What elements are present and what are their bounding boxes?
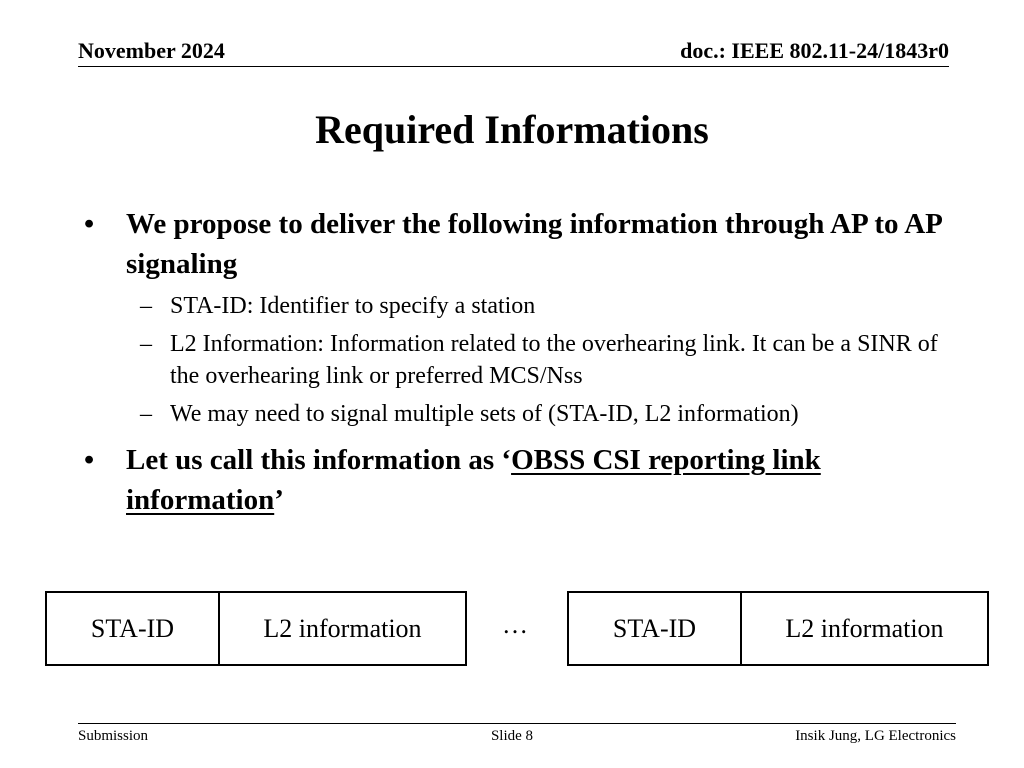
sub-bullet-text: L2 Information: Information related to the overhearing link. It can be a SINR of the overhearing link or preferred MCS/Nss <box>170 331 938 389</box>
bullet-2-prefix: Let us call this information as ‘ <box>126 444 512 476</box>
footer-submission: Submission <box>78 728 149 744</box>
header-date: November 2024 <box>78 38 225 63</box>
sub-bullet-sta-id <box>84 290 964 322</box>
dash-icon: – <box>140 293 152 319</box>
field-group-2 <box>567 591 989 666</box>
bullet-2-suffix: ’ <box>274 484 284 516</box>
l2-information-field: L2 information <box>218 591 467 666</box>
bullet-1 <box>84 204 964 284</box>
bullet-2 <box>84 440 964 520</box>
bullet-list <box>84 204 964 520</box>
dash-icon: – <box>140 401 152 427</box>
sub-bullet-text: STA-ID: Identifier to specify a station <box>170 293 536 319</box>
highlight-term-line2: information <box>126 484 275 516</box>
header-doc-id: doc.: IEEE 802.11-24/1843r0 <box>680 38 949 63</box>
slide-title: Required Informations <box>315 107 709 152</box>
field-group-1 <box>45 591 467 666</box>
highlight-term-line1: OBSS CSI reporting link <box>511 444 821 476</box>
sub-bullet-l2-information <box>84 328 964 392</box>
dash-icon: – <box>140 331 152 357</box>
sub-bullet-multiple-sets <box>84 398 964 430</box>
sta-id-field: STA-ID <box>45 591 220 666</box>
bullet-dot-icon: • <box>84 208 95 240</box>
bullet-dot-icon: • <box>84 444 95 476</box>
footer-divider <box>78 723 956 724</box>
sub-bullet-text: We may need to signal multiple sets of (STA-ID, L2 information) <box>170 401 799 427</box>
footer-slide-number: Slide 8 <box>490 728 534 744</box>
bullet-1-text: We propose to deliver the following information through AP to AP signaling <box>126 208 942 280</box>
l2-information-field: L2 information <box>740 591 989 666</box>
ellipsis: … <box>502 610 532 639</box>
sta-id-field: STA-ID <box>567 591 742 666</box>
footer-author: Insik Jung, LG Electronics <box>795 728 956 744</box>
header-divider <box>78 66 949 67</box>
